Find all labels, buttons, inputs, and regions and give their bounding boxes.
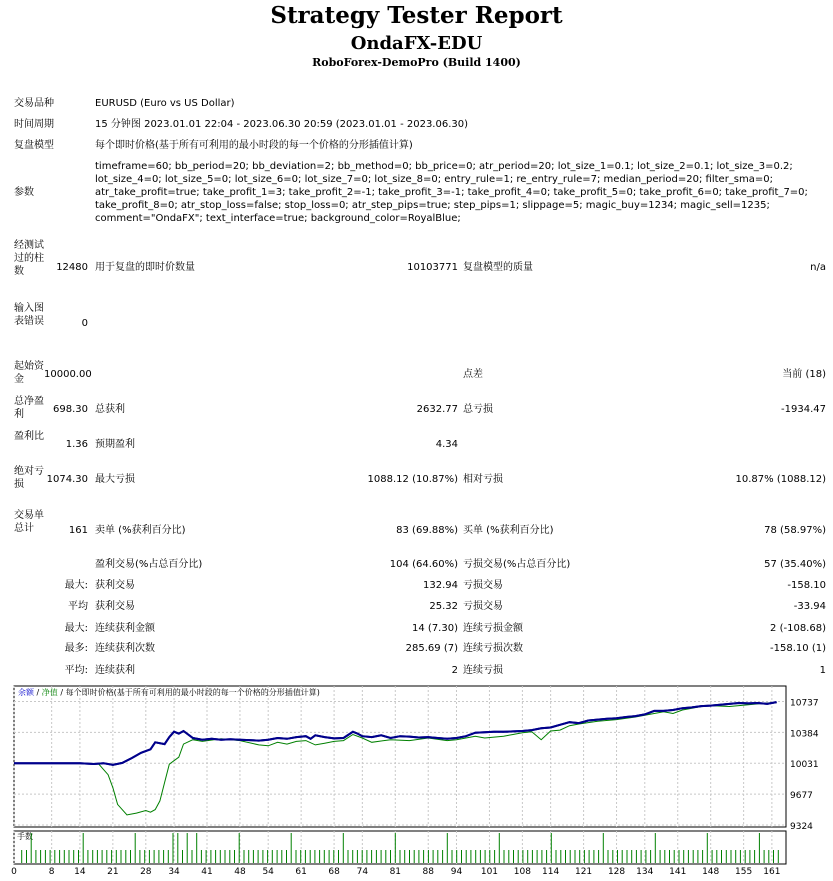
max-cons-wins-value: 14 (7.30) xyxy=(412,623,458,634)
server-info: RoboForex-DemoPro (Build 1400) xyxy=(312,56,521,69)
maximal-cons-loss-label: 连续亏损次数 xyxy=(463,643,523,654)
abs-dd-value: 1074.30 xyxy=(46,474,88,485)
gross-profit-value: 2632.77 xyxy=(416,404,458,415)
x-tick-label: 128 xyxy=(607,867,626,877)
max-dd-label: 最大亏损 xyxy=(95,474,135,485)
profit-trades-label: 盈利交易(%占总百分比) xyxy=(95,559,203,570)
long-label: 买单 (%获利百分比) xyxy=(463,525,554,536)
gross-profit-label: 总获利 xyxy=(95,404,125,415)
abs-dd-label: 绝对亏损 xyxy=(14,466,44,490)
errors-value: 0 xyxy=(81,318,88,329)
short-value: 83 (69.88%) xyxy=(396,525,458,536)
expert-name: OndaFX-EDU xyxy=(350,33,483,54)
params-label: 参数 xyxy=(14,187,34,198)
x-tick-label: 34 xyxy=(168,867,180,877)
y-tick-label: 10031 xyxy=(790,760,819,771)
largest-profit-label: 获利交易 xyxy=(95,580,135,591)
largest-loss-value: -158.10 xyxy=(787,580,826,591)
net-label: 总净盈利 xyxy=(14,396,44,420)
average-profit-label: 获利交易 xyxy=(95,601,135,612)
x-tick-label: 0 xyxy=(11,867,17,877)
report-title: Strategy Tester Report xyxy=(270,2,563,29)
x-tick-label: 114 xyxy=(542,867,560,877)
max-cons-wins-label: 连续获利金额 xyxy=(95,623,155,634)
x-tick-label: 81 xyxy=(389,867,402,877)
max-cons-losses-value: 2 (-108.68) xyxy=(770,623,826,634)
legend-entry: / xyxy=(60,688,66,697)
x-tick-label: 134 xyxy=(636,867,654,877)
legend-entry: 净值 xyxy=(41,688,61,697)
x-tick-label: 48 xyxy=(234,867,246,877)
x-tick-label: 28 xyxy=(140,867,152,877)
maximal-cons-loss-value: -158.10 (1) xyxy=(770,643,826,654)
x-tick-label: 21 xyxy=(107,867,119,877)
x-tick-label: 61 xyxy=(295,867,307,877)
average-loss-label: 亏损交易 xyxy=(463,601,503,612)
pf-value: 1.36 xyxy=(65,439,88,450)
volume-label: 手数 xyxy=(17,832,33,841)
loss-trades-label: 亏损交易(%占总百分比) xyxy=(463,559,571,570)
x-tick-label: 41 xyxy=(201,867,213,877)
x-tick-label: 148 xyxy=(702,867,720,877)
model-value: 每个即时价格(基于所有可利用的最小时段的每一个价格的分形插值计算) xyxy=(95,140,413,151)
profit-trades-value: 104 (64.60%) xyxy=(389,559,458,570)
plot-frame xyxy=(14,686,786,827)
largest-loss-label: 亏损交易 xyxy=(463,580,503,591)
x-tick-label: 108 xyxy=(513,867,531,877)
deposit-value: 10000.00 xyxy=(44,369,92,380)
period-value: 15 分钟图 2023.01.01 22:04 - 2023.06.30 20:59 (2023.01.01 - 2023.06.30) xyxy=(95,119,469,130)
quality-value: n/a xyxy=(810,262,826,273)
max-prefix: 最大: xyxy=(64,623,88,634)
bars-value: 12480 xyxy=(56,262,88,273)
loss-trades-value: 57 (35.40%) xyxy=(764,559,826,570)
rel-dd-label: 相对亏损 xyxy=(463,474,503,485)
x-tick-label: 101 xyxy=(480,867,499,877)
x-tick-label: 94 xyxy=(450,867,463,877)
legend-entry: / xyxy=(36,688,42,697)
x-tick-label: 54 xyxy=(262,867,274,877)
maximal-prefix: 最多: xyxy=(64,643,88,654)
y-tick-label: 9324 xyxy=(790,822,813,832)
max-cons-losses-label: 连续亏损金额 xyxy=(463,623,523,634)
symbol-value: EURUSD (Euro vs US Dollar) xyxy=(95,98,235,109)
gross-loss-value: -1934.47 xyxy=(781,404,826,415)
largest-prefix: 最大: xyxy=(64,580,88,591)
rel-dd-value: 10.87% (1088.12) xyxy=(735,474,826,485)
period-label: 时间周期 xyxy=(14,119,54,130)
errors-label: 输入图表错误 xyxy=(14,303,44,327)
x-tick-label: 141 xyxy=(669,867,687,877)
max-dd-value: 1088.12 (10.87%) xyxy=(367,474,458,485)
payoff-label: 预期盈利 xyxy=(95,439,135,450)
average-profit-value: 25.32 xyxy=(429,601,458,612)
chart-legend xyxy=(18,687,320,697)
x-tick-label: 68 xyxy=(328,867,340,877)
maximal-cons-profit-value: 285.69 (7) xyxy=(405,643,458,654)
y-tick-label: 10384 xyxy=(790,729,819,740)
average-prefix: 平均 xyxy=(68,601,88,612)
net-value: 698.30 xyxy=(53,404,88,415)
model-label: 复盘模型 xyxy=(14,140,54,151)
avg-cons-losses-value: 1 xyxy=(819,665,826,676)
x-tick-label: 14 xyxy=(74,867,86,877)
deposit-label: 起始资金 xyxy=(14,361,44,385)
spread-label: 点差 xyxy=(463,369,483,380)
quality-label: 复盘模型的质量 xyxy=(463,262,533,273)
maximal-cons-profit-label: 连续获利次数 xyxy=(95,643,155,654)
legend-entry: 余额 xyxy=(18,688,37,697)
x-tick-label: 88 xyxy=(422,867,434,877)
avg-cons-losses-label: 连续亏损 xyxy=(463,665,503,676)
largest-profit-value: 132.94 xyxy=(423,580,458,591)
average-loss-value: -33.94 xyxy=(793,601,826,612)
y-tick-label: 10737 xyxy=(790,698,819,709)
bars-label: 经测试过的柱数 xyxy=(14,240,44,277)
symbol-label: 交易品种 xyxy=(14,98,54,109)
spread-value: 当前 (18) xyxy=(782,369,826,380)
y-tick-label: 9677 xyxy=(790,791,813,802)
avg-cons-prefix: 平均: xyxy=(64,665,88,676)
x-tick-label: 155 xyxy=(735,867,753,877)
short-label: 卖单 (%获利百分比) xyxy=(95,525,186,536)
x-tick-label: 8 xyxy=(48,867,55,877)
x-tick-label: 121 xyxy=(574,867,593,877)
trades-value: 161 xyxy=(68,525,88,536)
x-tick-label: 161 xyxy=(763,867,781,877)
trades-label: 交易单总计 xyxy=(14,510,44,534)
params-value: timeframe=60; bb_period=20; bb_deviation=2; bb_method=0; bb_price=0; atr_period=20; lot_size_1=0.1; lot_size_2=0.1; lot_size_3=0.2; lot_size_4=0; lot_size_5=0; lot_size_6=0; lot_size_7=0; lot_size_8=0; entry_rule=1; re_entry_rule=7; median_period=20; filter_sma=0; atr_take_profit=true; take_profit_1=3; take_profit_2=-1; take_profit_3=-1; take_profit_4=0; take_profit_5=0; take_profit_6=0; take_profit_7=0; take_profit_8=0; atr_stop_loss=false; stop_loss=0; atr_step_pips=true; step_pips=1; slippage=5; magic_buy=1234; magic_sell=1235; comment="OndaFX"; text_interface=true; background_color=RoyalBlue; xyxy=(95,161,808,224)
gross-loss-label: 总亏损 xyxy=(463,404,493,415)
x-tick-label: 74 xyxy=(356,867,369,877)
avg-cons-wins-value: 2 xyxy=(451,665,458,676)
ticks-label: 用于复盘的即时价数量 xyxy=(95,262,195,273)
long-value: 78 (58.97%) xyxy=(764,525,826,536)
avg-cons-wins-label: 连续获利 xyxy=(95,665,135,676)
payoff-value: 4.34 xyxy=(435,439,458,450)
ticks-value: 10103771 xyxy=(407,262,458,273)
legend-entry: 每个即时价格(基于所有可利用的最小时段的每一个价格的分形插值计算) xyxy=(65,688,320,697)
pf-label: 盈利比 xyxy=(14,431,44,442)
